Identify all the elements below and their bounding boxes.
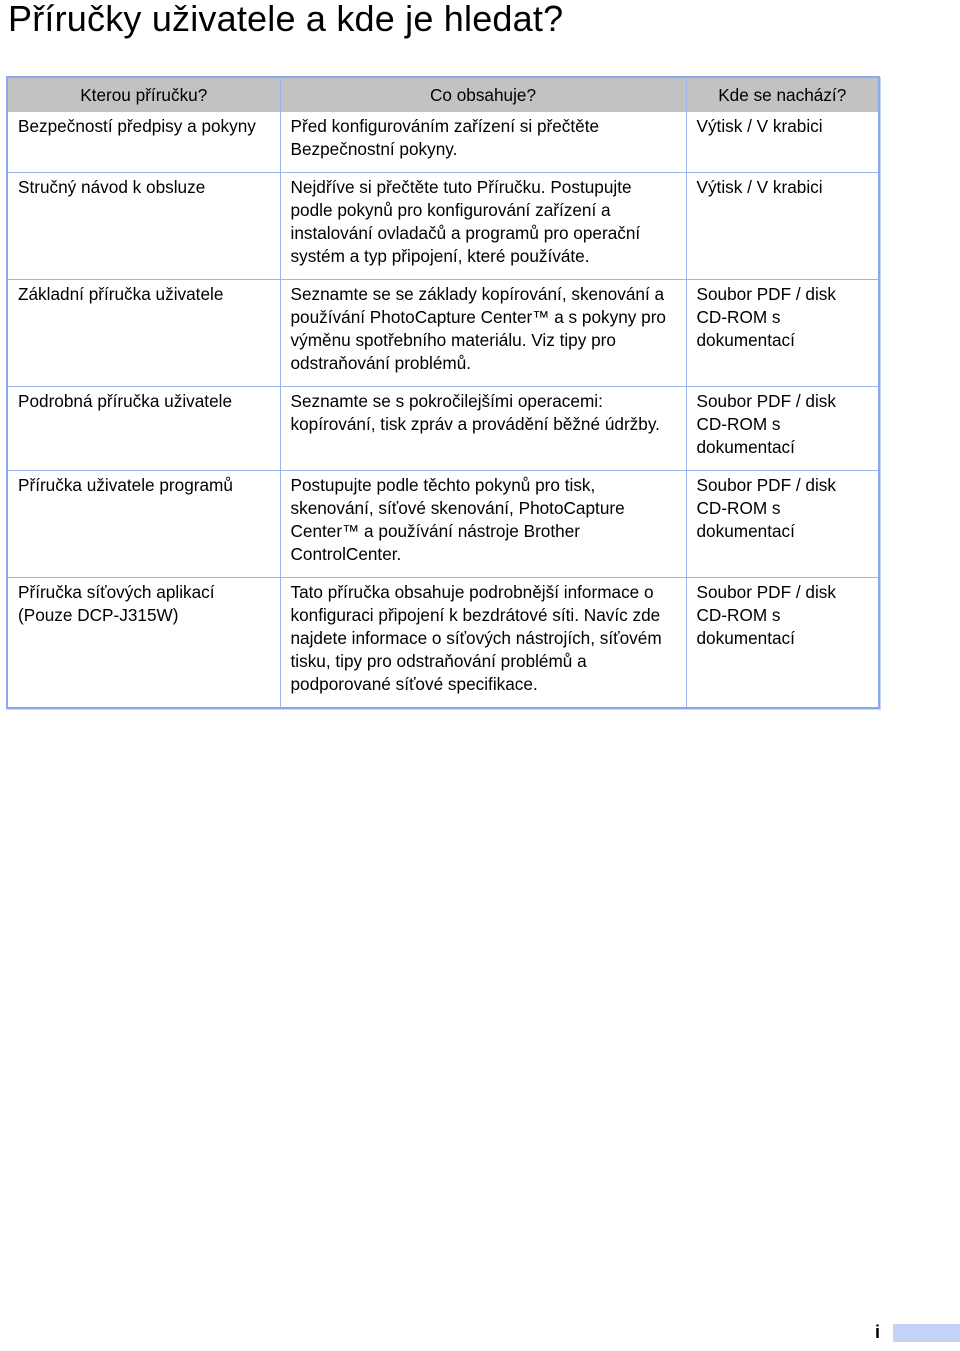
table-row: [8, 578, 878, 708]
page-number: i: [875, 1322, 881, 1342]
table-header-row: [8, 78, 878, 112]
column-header-location: Kde se nachází?: [686, 78, 878, 112]
guide-name-cell: Příručka uživatele programů: [8, 471, 280, 578]
guide-name-cell: Bezpečností předpisy a pokyny: [8, 112, 280, 173]
guide-contents-cell: Před konfigurováním zařízení si přečtěte Bezpečnostní pokyny.: [280, 112, 686, 173]
guide-name-cell: Podrobná příručka uživatele: [8, 387, 280, 471]
guide-contents-cell: Tato příručka obsahuje podrobnější informace o konfiguraci připojení k bezdrátové síti. Navíc zde najdete informace o síťových nástrojích, síťovém tisku, tipy pro odstraňování problémů a podporované síťové specifikace.: [280, 578, 686, 708]
guide-contents-cell: Seznamte se s pokročilejšími operacemi: kopírování, tisk zpráv a provádění běžné údržby.: [280, 387, 686, 471]
guide-location-cell: Soubor PDF / disk CD-ROM s dokumentací: [686, 471, 878, 578]
table-row: [8, 387, 878, 471]
table-row: [8, 471, 878, 578]
guide-location-cell: Soubor PDF / disk CD-ROM s dokumentací: [686, 387, 878, 471]
footer-tab-marker: [893, 1324, 960, 1342]
guides-table-frame: [6, 76, 880, 709]
guide-contents-cell: Postupujte podle těchto pokynů pro tisk, skenování, síťové skenování, PhotoCapture Center™ a používání nástroje Brother ControlCenter.: [280, 471, 686, 578]
table-row: [8, 280, 878, 387]
guide-location-cell: Soubor PDF / disk CD-ROM s dokumentací: [686, 578, 878, 708]
guide-location-cell: Výtisk / V krabici: [686, 112, 878, 173]
guide-name-cell: Příručka síťových aplikací (Pouze DCP-J315W): [8, 578, 280, 708]
table-row: [8, 112, 878, 173]
column-header-guide: Kterou příručku?: [8, 78, 280, 112]
guide-contents-cell: Nejdříve si přečtěte tuto Příručku. Postupujte podle pokynů pro konfigurování zařízení a instalování ovladačů a programů pro operační systém a typ připojení, které používáte.: [280, 173, 686, 280]
guides-table: [8, 78, 878, 707]
page-title: Příručky uživatele a kde je hledat?: [8, 0, 564, 39]
guide-location-cell: Výtisk / V krabici: [686, 173, 878, 280]
table-row: [8, 173, 878, 280]
column-header-contents: Co obsahuje?: [280, 78, 686, 112]
guide-name-cell: Stručný návod k obsluze: [8, 173, 280, 280]
guide-contents-cell: Seznamte se se základy kopírování, skenování a používání PhotoCapture Center™ a s pokyny pro výměnu spotřebního materiálu. Viz tipy pro odstraňování problémů.: [280, 280, 686, 387]
guide-location-cell: Soubor PDF / disk CD-ROM s dokumentací: [686, 280, 878, 387]
guide-name-cell: Základní příručka uživatele: [8, 280, 280, 387]
